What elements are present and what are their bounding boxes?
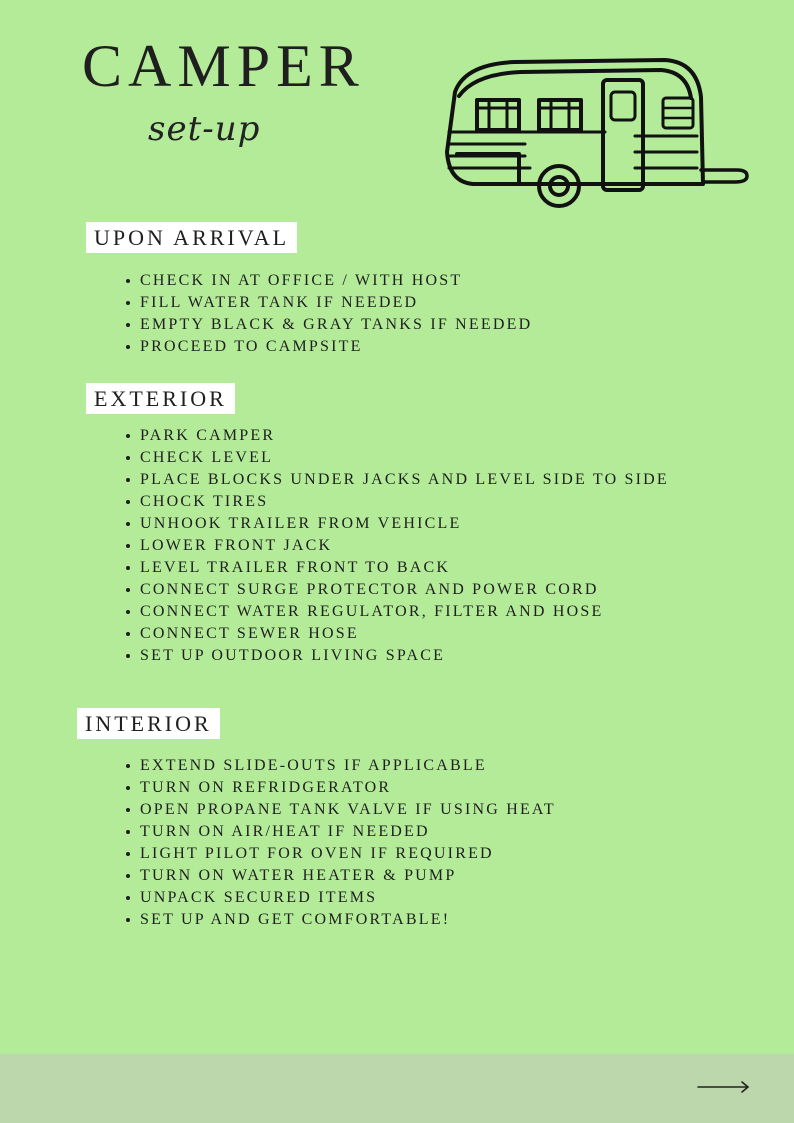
list-item: CONNECT SEWER HOSE	[120, 623, 669, 645]
list-item: CONNECT SURGE PROTECTOR AND POWER CORD	[120, 579, 669, 601]
section-label-interior: INTERIOR	[77, 708, 220, 739]
list-item: TURN ON WATER HEATER & PUMP	[120, 865, 556, 887]
list-item: EXTEND SLIDE-OUTS IF APPLICABLE	[120, 755, 556, 777]
arrow-right-icon[interactable]	[696, 1078, 752, 1096]
list-item: UNPACK SECURED ITEMS	[120, 887, 556, 909]
section-label-upon-arrival: UPON ARRIVAL	[86, 222, 297, 253]
upon-arrival-list	[120, 270, 532, 358]
list-item: FILL WATER TANK IF NEEDED	[120, 292, 532, 314]
footer-bar	[0, 1054, 794, 1123]
list-item: LOWER FRONT JACK	[120, 535, 669, 557]
section-label-exterior: EXTERIOR	[86, 383, 235, 414]
list-item: TURN ON REFRIDGERATOR	[120, 777, 556, 799]
list-item: CONNECT WATER REGULATOR, FILTER AND HOSE	[120, 601, 669, 623]
list-item: PROCEED TO CAMPSITE	[120, 336, 532, 358]
list-item: TURN ON AIR/HEAT IF NEEDED	[120, 821, 556, 843]
list-item: SET UP OUTDOOR LIVING SPACE	[120, 645, 669, 667]
list-item: PARK CAMPER	[120, 425, 669, 447]
list-item: PLACE BLOCKS UNDER JACKS AND LEVEL SIDE TO SIDE	[120, 469, 669, 491]
list-item: LEVEL TRAILER FRONT TO BACK	[120, 557, 669, 579]
list-item: CHECK IN AT OFFICE / WITH HOST	[120, 270, 532, 292]
list-item: LIGHT PILOT FOR OVEN IF REQUIRED	[120, 843, 556, 865]
list-item: CHOCK TIRES	[120, 491, 669, 513]
list-item: SET UP AND GET COMFORTABLE!	[120, 909, 556, 931]
list-item: UNHOOK TRAILER FROM VEHICLE	[120, 513, 669, 535]
list-item: EMPTY BLACK & GRAY TANKS IF NEEDED	[120, 314, 532, 336]
interior-list	[120, 755, 556, 931]
camper-trailer-icon	[435, 52, 755, 212]
page-subtitle: set-up	[148, 109, 261, 149]
exterior-list	[120, 425, 669, 667]
list-item: OPEN PROPANE TANK VALVE IF USING HEAT	[120, 799, 556, 821]
list-item: CHECK LEVEL	[120, 447, 669, 469]
page-title: CAMPER	[82, 33, 365, 99]
